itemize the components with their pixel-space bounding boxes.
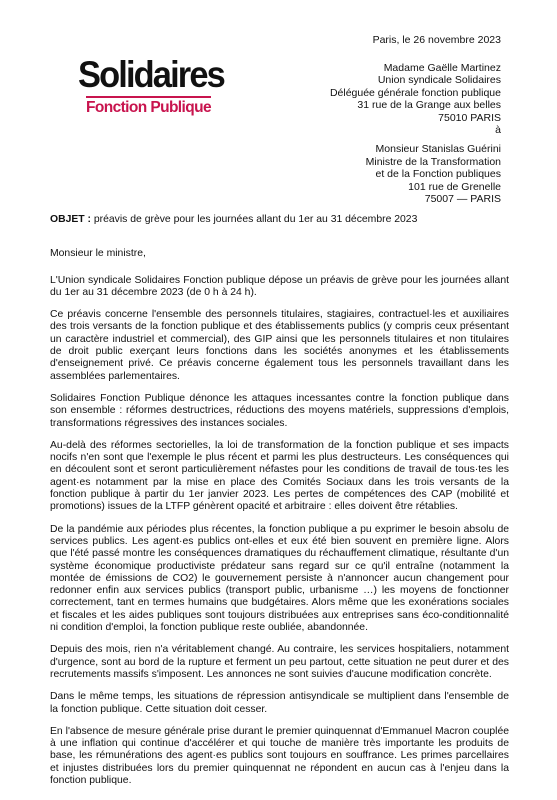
recipient-street: 101 rue de Grenelle bbox=[408, 180, 501, 193]
recipient-city: 75007 — PARIS bbox=[424, 193, 501, 206]
sender-street: 31 rue de la Grange aux belles bbox=[357, 99, 501, 112]
paragraph-attacks: Solidaires Fonction Publique dénonce les attaques incessantes contre la fonction publique dans son ensemble : réformes destructrices, réductions des moyens matériels, suppressions d'emplois, transformations régressives des instances sociales. bbox=[50, 392, 509, 429]
paragraph-pandemic: De la pandémie aux périodes plus récentes, la fonction publique a pu exprimer le besoin absolu de services publics. Les agent·es publics ont-elles et eux été bien souvent en première ligne. Alors que l'été passé montre les conséquences dramatiques du réchauffement climatique, résultante d'un système économique productiviste prédateur sans regard sur ce qu'il entraîne (notamment la montée de émissions de CO2) le gouvernement persiste à n'annoncer aucun changement pour redonner enfin aux services publics (transport public, urbanisme …) les moyens de fonctionner correctement, tant en termes humains que budgétaires. Alors même que les exonérations sociales et fiscales et les aides publiques sont toujours distribuées aux entreprises sans éco-conditionnalité ni condition d'emploi, la fonction publique reste oubliée, abandonnée. bbox=[50, 523, 509, 634]
subject-line bbox=[50, 214, 509, 226]
sender-name: Madame Gaëlle Martinez bbox=[383, 62, 501, 74]
logo bbox=[78, 56, 238, 117]
paragraph-hospitals: Depuis des mois, rien n'a véritablement changé. Au contraire, les services hospitaliers, notamment d'urgence, sont au bord de la rupture et ferment un peu partout, cette situation ne peut durer et des recrutements massifs s'imposent. Les annonces ne sont suivies d'aucune modification concrète. bbox=[50, 644, 509, 680]
recipient-role-line2: et de la Fonction publiques bbox=[375, 168, 501, 181]
recipient-role-line1: Ministre de la Transformation bbox=[365, 155, 501, 168]
sender-organization: Union syndicale Solidaires bbox=[377, 74, 501, 87]
paragraph-wages: En l'absence de mesure générale prise durant le premier quinquennat d'Emmanuel Macron couplée à une inflation qui continue d'accélérer et qui touche de manière très importante les produits de base, les rémunérations des agent·es publics sont toujours en souffrance. Les primes parcellaires et injustes distribuées lors du premier quinquennat ne répondent en aucun cas à l'enjeu dans la fonction publique. bbox=[50, 725, 509, 786]
sender-role: Déléguée générale fonction publique bbox=[329, 86, 501, 99]
logo-subtitle: Fonction Publique bbox=[86, 96, 211, 117]
sender-city: 75010 PARIS bbox=[438, 111, 501, 124]
paragraph-repression: Dans le même temps, les situations de répression antisyndicale se multiplient dans l'ensemble de la fonction publique. Cette situation doit cesser. bbox=[50, 691, 509, 715]
subject-label: OBJET : bbox=[50, 214, 91, 225]
recipient-name: Monsieur Stanislas Guérini bbox=[375, 143, 501, 156]
logo-wordmark: Solidaires bbox=[78, 54, 224, 95]
address-block bbox=[330, 62, 501, 205]
paragraph-scope: Ce préavis concerne l'ensemble des personnels titulaires, stagiaires, contractuel·les et auxiliaires des trois versants de la fonction publique et des établissements publics (y compris ceux présentant un caractère industriel et commercial), des GIP ainsi que les personnels titulaires et non titulaires de droit public exerçant leurs fonctions dans les sociétés anonymes et les établissements d'enseignement privé. Ce préavis concerne également tous les personnels travaillant dans les assemblées parlementaires. bbox=[50, 309, 509, 382]
paragraph-notice: L'Union syndicale Solidaires Fonction publique dépose un préavis de grève pour les journées allant du 1er au 31 décembre 2023 (de 0 h à 24 h). bbox=[50, 274, 509, 298]
paragraph-reforms: Au-delà des réformes sectorielles, la loi de transformation de la fonction publique et ses impacts nocifs n'en sont que l'exemple le plus récent et parmi les plus destructeurs. Les conséquences qui en découlent sont et seront particulièrement néfastes pour les conditions de travail de tous·tes les agent·es notamment par la mise en place des Comités Sociaux dans les trois versants de la fonction publique à partir du 1er janvier 2023. Les pertes de compétences des CAP (mobilité et promotions) issues de la LTFP génèrent opacité et arbitraire : elles doivent être rétablies. bbox=[50, 439, 509, 513]
subject-text: préavis de grève pour les journées allant du 1er au 31 décembre 2023 bbox=[91, 214, 418, 225]
salutation: Monsieur le ministre, bbox=[50, 248, 146, 260]
address-to: à bbox=[495, 124, 501, 137]
letter-body bbox=[50, 214, 509, 797]
date-line: Paris, le 26 novembre 2023 bbox=[372, 34, 501, 46]
